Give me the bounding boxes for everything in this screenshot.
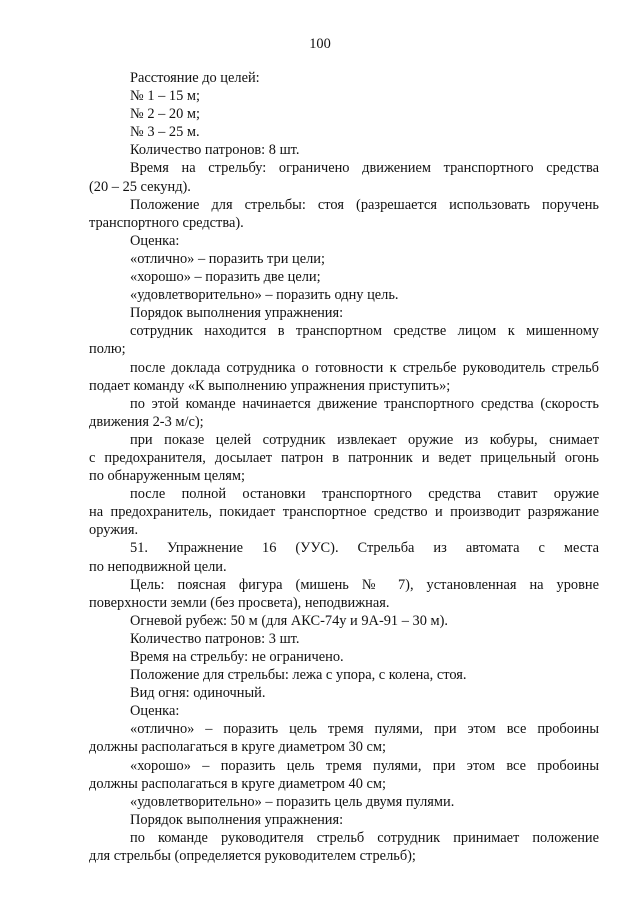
text-line: «хорошо» – поразить две цели; <box>130 269 321 286</box>
text-line: «хорошо» – поразить цель тремя пулями, при этом все пробоины <box>130 757 599 774</box>
text-line: транспортного средства). <box>89 214 244 231</box>
text-line: № 1 – 15 м; <box>130 88 201 105</box>
text-line: Огневой рубеж: 50 м (для АКС-74у и 9А-91 – 30 м). <box>130 612 448 629</box>
text-line: Количество патронов: 8 шт. <box>130 142 300 159</box>
text-line: оружия. <box>89 522 139 539</box>
text-line: № 3 – 25 м. <box>130 124 200 141</box>
text-line: полю; <box>89 341 126 358</box>
text-line: по команде руководителя стрельб сотрудник принимает положение <box>130 829 599 846</box>
text-line: с предохранителя, досылает патрон в патронник и ведет прицельный огонь <box>89 449 599 466</box>
text-line: Время на стрельбу: ограничено движением транспортного средства <box>130 160 599 177</box>
text-line: Оценка: <box>130 232 180 249</box>
text-line: Порядок выполнения упражнения: <box>130 811 344 828</box>
text-line: Порядок выполнения упражнения: <box>130 305 344 322</box>
text-line: по обнаруженным целям; <box>89 468 246 485</box>
text-line: сотрудник находится в транспортном средстве лицом к мишенному <box>130 323 599 340</box>
page-number: 100 <box>309 36 331 52</box>
body-text <box>89 69 599 865</box>
text-line: «отлично» – поразить три цели; <box>130 250 325 267</box>
text-line: «отлично» – поразить цель тремя пулями, при этом все пробоины <box>130 721 599 738</box>
text-line: по неподвижной цели. <box>89 558 227 575</box>
text-line: после полной остановки транспортного средства ставит оружие <box>130 486 599 503</box>
text-line: движения 2-3 м/с); <box>89 413 204 430</box>
text-line: для стрельбы (определяется руководителем стрельб); <box>89 848 416 865</box>
text-line: Количество патронов: 3 шт. <box>130 630 300 647</box>
text-line: «удовлетворительно» – поразить одну цель. <box>130 287 399 304</box>
text-line: Цель: поясная фигура (мишень № 7), установленная на уровне <box>130 576 599 593</box>
text-line: (20 – 25 секунд). <box>89 178 191 195</box>
text-line: Расстояние до целей: <box>130 70 260 86</box>
text-line: Положение для стрельбы: стоя (разрешается использовать поручень <box>130 196 599 213</box>
text-line: по этой команде начинается движение транспортного средства (скорость <box>130 395 599 412</box>
text-line: Время на стрельбу: не ограничено. <box>130 649 344 665</box>
text-line: № 2 – 20 м; <box>130 106 201 123</box>
text-line: при показе целей сотрудник извлекает оружие из кобуры, снимает <box>130 431 599 448</box>
text-line: подает команду «К выполнению упражнения приступить»; <box>89 377 451 394</box>
text-line: 51. Упражнение 16 (УУС). Стрельба из автомата с места <box>130 540 599 557</box>
text-line: Вид огня: одиночный. <box>130 685 266 702</box>
text-line: должны располагаться в круге диаметром 40 см; <box>89 775 386 792</box>
text-line: Положение для стрельбы: лежа с упора, с колена, стоя. <box>130 667 467 684</box>
text-line: поверхности земли (без просвета), неподвижная. <box>89 594 390 611</box>
text-line: на предохранитель, покидает транспортное средство и производит разряжание <box>89 504 599 521</box>
text-line: должны располагаться в круге диаметром 30 см; <box>89 739 386 756</box>
text-line: «удовлетворительно» – поразить цель двумя пулями. <box>130 793 455 810</box>
text-line: Оценка: <box>130 703 180 720</box>
text-line: после доклада сотрудника о готовности к стрельбе руководитель стрельб <box>130 359 599 376</box>
